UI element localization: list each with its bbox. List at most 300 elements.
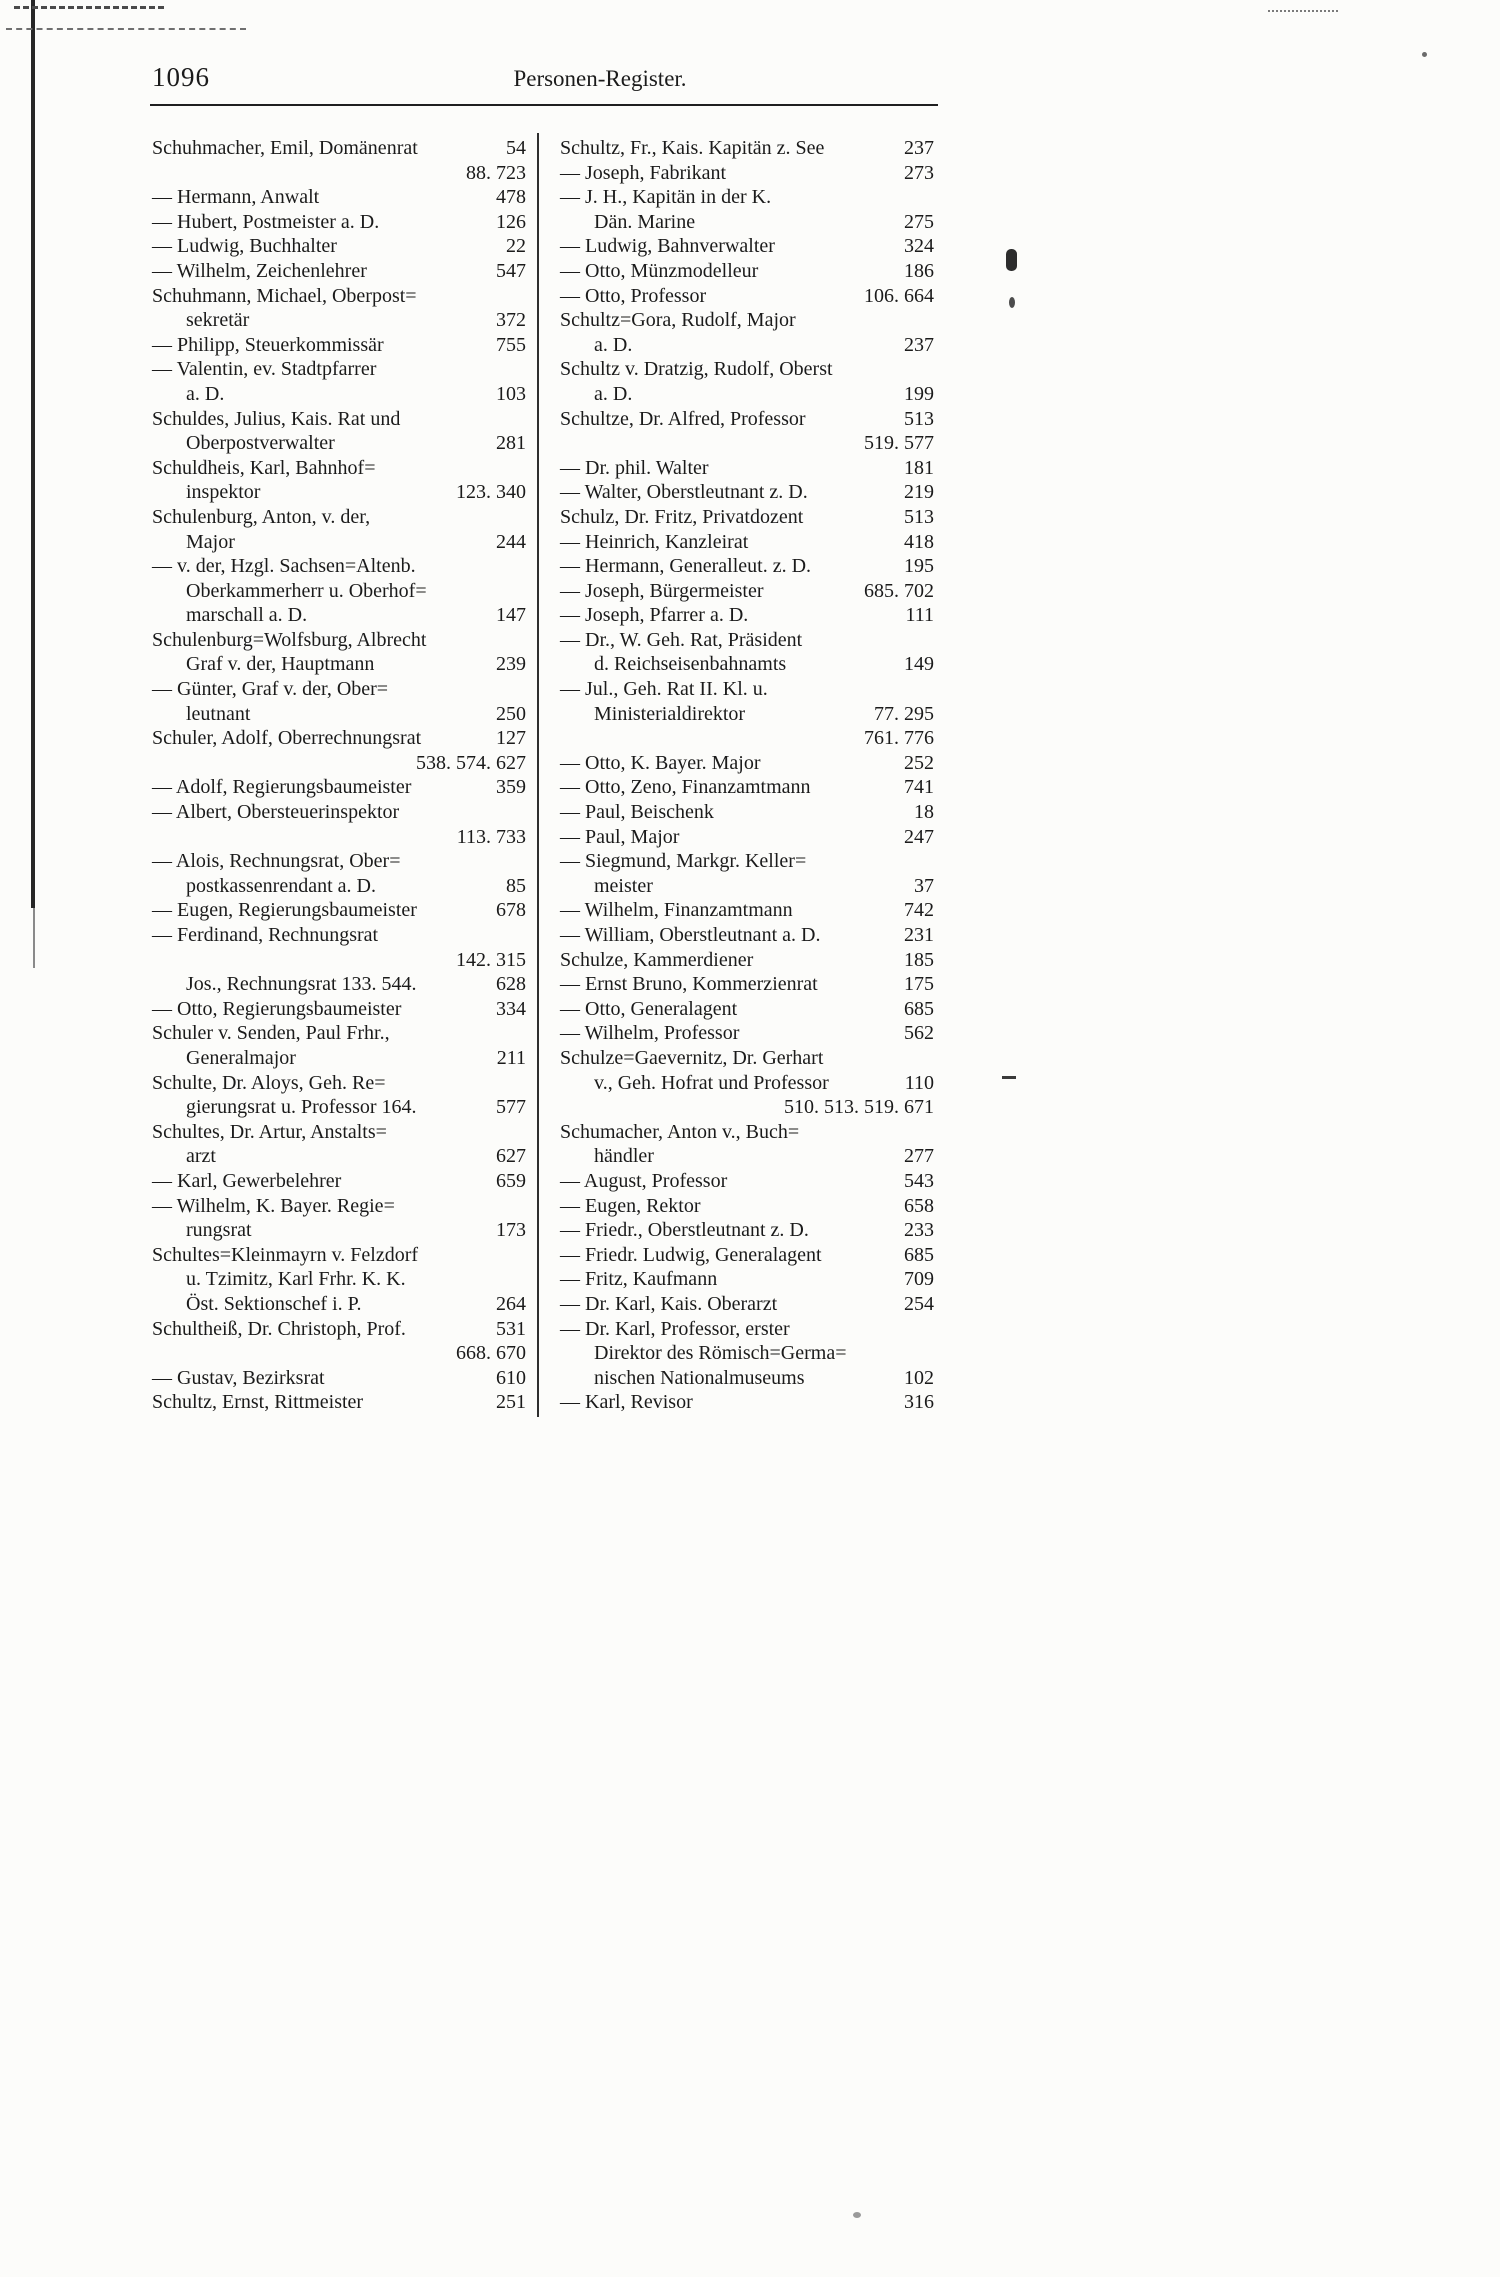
- entry-page-number: 519. 577: [864, 432, 934, 455]
- index-entry-line: [560, 308, 934, 333]
- entry-text: — Ernst Bruno, Kommerzienrat: [560, 973, 818, 996]
- index-entry-line: [152, 751, 526, 776]
- entry-page-number: 685: [904, 1243, 934, 1266]
- entry-page-number: 577: [496, 1096, 526, 1119]
- entry-page-number: 741: [904, 776, 934, 799]
- index-entry-line: [152, 948, 526, 973]
- entry-text: — Albert, Obersteuerinspektor: [152, 801, 400, 824]
- index-entry-line: [152, 333, 526, 358]
- entry-text: — Paul, Beischenk: [560, 801, 714, 824]
- index-entry-line: [560, 1021, 934, 1046]
- entry-page-number: [926, 1120, 934, 1145]
- entry-page-number: 372: [496, 309, 526, 332]
- entry-page-number: 513: [904, 505, 934, 528]
- scan-artifact-spot: [1422, 52, 1427, 57]
- entry-page-number: 562: [904, 1022, 934, 1045]
- index-entry-line: [560, 1194, 934, 1219]
- entry-text: — Hermann, Generalleut. z. D.: [560, 555, 812, 578]
- entry-page-number: [926, 628, 934, 653]
- entry-page-number: 111: [905, 604, 934, 627]
- index-entry-line: [560, 1317, 934, 1342]
- index-entry-line: [152, 898, 526, 923]
- entry-text: Schuldheis, Karl, Bahnhof=: [152, 456, 376, 479]
- entry-text: — Eugen, Regierungsbaumeister: [152, 899, 417, 922]
- entry-page-number: 106. 664: [864, 284, 934, 307]
- entry-page-number: 678: [496, 899, 526, 922]
- entry-text: Schulze, Kammerdiener: [560, 948, 754, 971]
- entry-page-number: 659: [496, 1169, 526, 1192]
- entry-page-number: 77. 295: [874, 702, 934, 725]
- index-entry-line: [152, 997, 526, 1022]
- index-entry-line: [152, 652, 526, 677]
- entry-page-number: 147: [496, 604, 526, 627]
- index-entry-line: [152, 554, 526, 579]
- index-entry-line: [152, 603, 526, 628]
- entry-page-number: [518, 628, 526, 653]
- entry-page-number: 685. 702: [864, 579, 934, 602]
- entry-text: Direktor des Römisch=Germa=: [594, 1342, 847, 1365]
- entry-page-number: 195: [904, 555, 934, 578]
- entry-text: u. Tzimitz, Karl Frhr. K. K.: [186, 1268, 406, 1291]
- entry-text: — Siegmund, Markgr. Keller=: [560, 850, 807, 873]
- index-entry-line: [560, 579, 934, 604]
- entry-page-number: 231: [904, 924, 934, 946]
- entry-page-number: 510. 513. 519. 671: [784, 1096, 934, 1119]
- entry-text: — Otto, Professor: [560, 284, 707, 307]
- index-entry-line: [152, 1317, 526, 1342]
- entry-text: — Dr., W. Geh. Rat, Präsident: [560, 628, 803, 651]
- entry-page-number: 247: [904, 825, 934, 848]
- index-entry-line: [152, 1292, 526, 1317]
- index-entry-line: [560, 234, 934, 259]
- entry-text: — Joseph, Bürgermeister: [560, 579, 764, 602]
- entry-text: sekretär: [186, 309, 250, 332]
- entry-text: Schuldes, Julius, Kais. Rat und: [152, 407, 401, 430]
- entry-page-number: [518, 554, 526, 579]
- entry-page-number: 54: [506, 137, 526, 159]
- index-entry-line: [152, 628, 526, 653]
- entry-text: meister: [594, 874, 653, 897]
- entry-page-number: [518, 505, 526, 530]
- index-entry-line: [152, 1243, 526, 1268]
- index-entry-line: [560, 530, 934, 555]
- entry-page-number: 85: [506, 874, 526, 897]
- scan-artifact-dots: [1268, 10, 1338, 12]
- entry-text: — Joseph, Pfarrer a. D.: [560, 604, 749, 627]
- entry-page-number: 334: [496, 997, 526, 1020]
- index-entry-line: [560, 702, 934, 727]
- entry-text: — Wilhelm, K. Bayer. Regie=: [152, 1194, 395, 1217]
- entry-text: a. D.: [594, 382, 633, 405]
- scan-artifact-left-edge: [33, 908, 35, 968]
- index-entry-line: [560, 1341, 934, 1366]
- index-entry-line: [560, 1046, 934, 1071]
- entry-page-number: 127: [496, 727, 526, 750]
- entry-page-number: 275: [904, 210, 934, 233]
- entry-text: Schuhmacher, Emil, Domänenrat: [152, 137, 418, 159]
- entry-text: Schultz=Gora, Rudolf, Major: [560, 309, 796, 332]
- index-entry-line: [560, 382, 934, 407]
- entry-page-number: 254: [904, 1292, 934, 1315]
- entry-text: — v. der, Hzgl. Sachsen=Altenb.: [152, 555, 416, 578]
- entry-page-number: 543: [904, 1169, 934, 1192]
- entry-page-number: 264: [496, 1292, 526, 1315]
- entry-text: leutnant: [186, 702, 251, 725]
- scan-artifact-dashed-line: [6, 28, 246, 30]
- entry-page-number: 755: [496, 333, 526, 356]
- index-entry-line: [152, 923, 526, 948]
- index-entry-line: [152, 1390, 526, 1415]
- entry-page-number: 173: [496, 1219, 526, 1242]
- index-entry-line: [152, 382, 526, 407]
- index-entry-line: [152, 431, 526, 456]
- entry-text: — Adolf, Regierungsbaumeister: [152, 776, 412, 799]
- index-entry-line: [560, 874, 934, 899]
- entry-text: — William, Oberstleutnant a. D.: [560, 924, 821, 946]
- index-entry-line: [560, 407, 934, 432]
- entry-page-number: [518, 357, 526, 382]
- index-entry-line: [560, 628, 934, 653]
- entry-page-number: [926, 1317, 934, 1342]
- index-entry-line: [560, 1218, 934, 1243]
- index-entry-line: [560, 603, 934, 628]
- index-entry-line: [560, 431, 934, 456]
- entry-page-number: 538. 574. 627: [416, 751, 526, 774]
- entry-page-number: 418: [904, 530, 934, 553]
- entry-text: Schultheiß, Dr. Christoph, Prof.: [152, 1317, 406, 1340]
- index-entry-line: [560, 1243, 934, 1268]
- entry-text: v., Geh. Hofrat und Professor: [594, 1071, 829, 1094]
- index-entry-line: [560, 800, 934, 825]
- entry-page-number: [518, 1120, 526, 1145]
- index-entry-line: [560, 972, 934, 997]
- entry-text: — Eugen, Rektor: [560, 1194, 701, 1217]
- entry-page-number: [518, 849, 526, 874]
- index-entry-line: [152, 1169, 526, 1194]
- entry-text: — Friedr., Oberstleutnant z. D.: [560, 1219, 809, 1242]
- entry-text: — August, Professor: [560, 1169, 728, 1192]
- entry-text: — Friedr. Ludwig, Generalagent: [560, 1243, 822, 1266]
- entry-page-number: [926, 1341, 934, 1366]
- entry-text: — Heinrich, Kanzleirat: [560, 530, 749, 553]
- index-entry-line: [152, 874, 526, 899]
- entry-text: inspektor: [186, 481, 261, 504]
- index-entry-line: [560, 1366, 934, 1391]
- index-entry-line: [152, 259, 526, 284]
- entry-text: Oberkammerherr u. Oberhof=: [186, 579, 427, 602]
- entry-text: händler: [594, 1145, 654, 1168]
- entry-text: — Otto, Generalagent: [560, 997, 738, 1020]
- entry-page-number: 761. 776: [864, 727, 934, 750]
- index-entry-line: [152, 800, 526, 825]
- entry-page-number: 186: [904, 259, 934, 282]
- index-entry-line: [560, 185, 934, 210]
- entry-page-number: 185: [904, 948, 934, 971]
- entry-page-number: 233: [904, 1219, 934, 1242]
- entry-page-number: 628: [496, 973, 526, 996]
- index-entry-line: [152, 579, 526, 604]
- entry-text: — Walter, Oberstleutnant z. D.: [560, 481, 808, 504]
- entry-page-number: [518, 1243, 526, 1268]
- entry-page-number: [518, 1194, 526, 1219]
- column-divider: [537, 133, 539, 1417]
- index-entry-line: [152, 210, 526, 235]
- entry-page-number: 199: [904, 382, 934, 405]
- entry-page-number: [518, 284, 526, 309]
- entry-page-number: 88. 723: [466, 161, 526, 184]
- entry-page-number: [926, 849, 934, 874]
- entry-page-number: 252: [904, 751, 934, 774]
- entry-text: marschall a. D.: [186, 604, 308, 627]
- entry-page-number: 277: [904, 1145, 934, 1168]
- index-entry-line: [560, 505, 934, 530]
- index-column-left: [152, 136, 526, 1415]
- scan-artifact-left-edge: [31, 0, 35, 908]
- entry-text: — Hermann, Anwalt: [152, 186, 320, 209]
- index-entry-line: [152, 234, 526, 259]
- index-entry-line: [560, 1144, 934, 1169]
- entry-page-number: 22: [506, 235, 526, 258]
- index-entry-line: [152, 357, 526, 382]
- index-entry-line: [152, 1144, 526, 1169]
- entry-text: Graf v. der, Hauptmann: [186, 653, 375, 676]
- entry-text: — Paul, Major: [560, 825, 680, 848]
- entry-page-number: 237: [904, 137, 934, 159]
- entry-text: Schulenburg, Anton, v. der,: [152, 505, 371, 528]
- scan-artifact-spot: [1006, 249, 1017, 271]
- entry-text: Schulenburg=Wolfsburg, Albrecht: [152, 628, 427, 651]
- index-entry-line: [560, 948, 934, 973]
- index-entry-line: [152, 1218, 526, 1243]
- index-entry-line: [560, 898, 934, 923]
- entry-page-number: 149: [904, 653, 934, 676]
- index-entry-line: [152, 1341, 526, 1366]
- entry-text: — Karl, Gewerbelehrer: [152, 1169, 342, 1192]
- entry-text: — Hubert, Postmeister a. D.: [152, 210, 380, 233]
- entry-page-number: 478: [496, 186, 526, 209]
- entry-text: Schumacher, Anton v., Buch=: [560, 1120, 800, 1143]
- index-entry-line: [560, 1267, 934, 1292]
- entry-page-number: [926, 185, 934, 210]
- entry-text: — Jul., Geh. Rat II. Kl. u.: [560, 678, 768, 701]
- entry-text: — Günter, Graf v. der, Ober=: [152, 678, 389, 701]
- entry-page-number: [926, 357, 934, 382]
- index-entry-line: [152, 726, 526, 751]
- entry-text: Schultz v. Dratzig, Rudolf, Oberst: [560, 358, 833, 381]
- index-entry-line: [560, 1390, 934, 1415]
- entry-page-number: 531: [496, 1317, 526, 1340]
- index-entry-line: [152, 407, 526, 432]
- index-entry-line: [152, 1194, 526, 1219]
- index-entry-line: [560, 726, 934, 751]
- entry-page-number: 175: [904, 973, 934, 996]
- index-entry-line: [560, 259, 934, 284]
- index-entry-line: [560, 210, 934, 235]
- index-column-right: [560, 136, 934, 1415]
- entry-text: — Otto, Regierungsbaumeister: [152, 997, 402, 1020]
- entry-page-number: 281: [496, 432, 526, 455]
- entry-page-number: 513: [904, 407, 934, 430]
- entry-text: Schulz, Dr. Fritz, Privatdozent: [560, 505, 804, 528]
- entry-text: — Wilhelm, Zeichenlehrer: [152, 259, 367, 282]
- entry-page-number: [926, 677, 934, 702]
- entry-page-number: 181: [904, 456, 934, 479]
- index-entry-line: [152, 505, 526, 530]
- index-entry-line: [560, 1169, 934, 1194]
- index-entry-line: [152, 480, 526, 505]
- entry-text: — Fritz, Kaufmann: [560, 1268, 718, 1291]
- entry-page-number: 110: [904, 1071, 934, 1094]
- entry-text: — Ferdinand, Rechnungsrat: [152, 924, 379, 946]
- index-entry-line: [152, 1071, 526, 1096]
- entry-page-number: [518, 407, 526, 432]
- index-entry-line: [152, 308, 526, 333]
- entry-text: rungsrat: [186, 1219, 252, 1242]
- entry-text: — Otto, Zeno, Finanzamtmann: [560, 776, 811, 799]
- index-entry-line: [152, 136, 526, 161]
- entry-page-number: 610: [496, 1366, 526, 1389]
- entry-text: Ministerialdirektor: [594, 702, 746, 725]
- entry-text: — Gustav, Bezirksrat: [152, 1366, 325, 1389]
- entry-text: Schulze=Gaevernitz, Dr. Gerhart: [560, 1046, 824, 1069]
- entry-page-number: [518, 923, 526, 948]
- entry-text: arzt: [186, 1145, 216, 1168]
- index-entry-line: [560, 997, 934, 1022]
- index-entry-line: [560, 284, 934, 309]
- entry-text: Jos., Rechnungsrat 133. 544.: [186, 973, 417, 996]
- entry-text: Generalmajor: [186, 1046, 296, 1069]
- entry-page-number: 359: [496, 776, 526, 799]
- index-entry-line: [152, 702, 526, 727]
- entry-page-number: 126: [496, 210, 526, 233]
- entry-text: Major: [186, 530, 235, 553]
- entry-page-number: [518, 456, 526, 481]
- index-entry-line: [560, 775, 934, 800]
- entry-text: postkassenrendant a. D.: [186, 874, 376, 897]
- entry-text: — Ludwig, Buchhalter: [152, 235, 337, 258]
- index-entry-line: [560, 652, 934, 677]
- index-entry-line: [560, 1071, 934, 1096]
- entry-text: — Wilhelm, Professor: [560, 1022, 740, 1045]
- entry-page-number: 742: [904, 899, 934, 922]
- entry-page-number: 103: [496, 382, 526, 405]
- entry-page-number: 142. 315: [456, 948, 526, 971]
- index-entry-line: [560, 825, 934, 850]
- entry-page-number: 211: [496, 1046, 526, 1069]
- entry-text: — Dr. Karl, Kais. Oberarzt: [560, 1292, 778, 1315]
- entry-text: Schultz, Fr., Kais. Kapitän z. See: [560, 137, 825, 159]
- entry-text: — Wilhelm, Finanzamtmann: [560, 899, 793, 922]
- entry-text: — Otto, K. Bayer. Major: [560, 751, 761, 774]
- entry-page-number: 219: [904, 481, 934, 504]
- index-entry-line: [560, 136, 934, 161]
- index-entry-line: [560, 1292, 934, 1317]
- entry-page-number: 324: [904, 235, 934, 258]
- entry-text: — Joseph, Fabrikant: [560, 161, 727, 184]
- index-entry-line: [152, 825, 526, 850]
- entry-text: nischen Nationalmuseums: [594, 1366, 805, 1389]
- entry-page-number: 102: [904, 1366, 934, 1389]
- index-entry-line: [152, 1046, 526, 1071]
- index-entry-line: [152, 775, 526, 800]
- entry-page-number: 251: [496, 1391, 526, 1414]
- entry-page-number: 239: [496, 653, 526, 676]
- index-entry-line: [152, 161, 526, 186]
- entry-text: — Valentin, ev. Stadtpfarrer: [152, 358, 377, 381]
- header-rule: [150, 104, 938, 106]
- scan-artifact-dashed-line: [14, 6, 164, 9]
- entry-text: a. D.: [186, 382, 225, 405]
- index-entry-line: [560, 456, 934, 481]
- index-entry-line: [152, 185, 526, 210]
- entry-text: — Ludwig, Bahnverwalter: [560, 235, 775, 258]
- index-entry-line: [560, 333, 934, 358]
- scan-artifact-spot: [1009, 297, 1015, 308]
- entry-page-number: [518, 677, 526, 702]
- entry-page-number: [518, 1021, 526, 1046]
- entry-page-number: 237: [904, 333, 934, 356]
- entry-page-number: 18: [914, 801, 934, 824]
- entry-text: a. D.: [594, 333, 633, 356]
- entry-text: d. Reichseisenbahnamts: [594, 653, 787, 676]
- entry-text: Schulte, Dr. Aloys, Geh. Re=: [152, 1071, 386, 1094]
- page-title: Personen-Register.: [513, 66, 687, 91]
- index-entry-line: [152, 1021, 526, 1046]
- entry-page-number: 709: [904, 1268, 934, 1291]
- entry-page-number: 685: [904, 997, 934, 1020]
- entry-text: — Alois, Rechnungsrat, Ober=: [152, 850, 401, 873]
- index-entry-line: [560, 480, 934, 505]
- entry-text: — Dr. Karl, Professor, erster: [560, 1317, 790, 1340]
- entry-text: Schuler v. Senden, Paul Frhr.,: [152, 1022, 390, 1045]
- entry-page-number: [518, 1071, 526, 1096]
- index-entry-line: [560, 1120, 934, 1145]
- entry-text: — Philipp, Steuerkommissär: [152, 333, 384, 356]
- entry-text: Schuhmann, Michael, Oberpost=: [152, 284, 417, 307]
- index-entry-line: [152, 284, 526, 309]
- index-entry-line: [152, 456, 526, 481]
- entry-page-number: 658: [904, 1194, 934, 1217]
- entry-text: — Karl, Revisor: [560, 1391, 693, 1414]
- index-entry-line: [560, 161, 934, 186]
- entry-text: Schuler, Adolf, Oberrechnungsrat: [152, 727, 422, 750]
- entry-page-number: 316: [904, 1391, 934, 1414]
- entry-text: Oberpostverwalter: [186, 432, 335, 455]
- index-entry-line: [152, 530, 526, 555]
- entry-page-number: [518, 800, 526, 825]
- index-entry-line: [560, 923, 934, 948]
- index-entry-line: [560, 751, 934, 776]
- entry-text: Schultze, Dr. Alfred, Professor: [560, 407, 806, 430]
- entry-text: Schultes=Kleinmayrn v. Felzdorf: [152, 1243, 419, 1266]
- index-entry-line: [152, 972, 526, 997]
- entry-page-number: [518, 579, 526, 604]
- entry-page-number: 273: [904, 161, 934, 184]
- entry-page-number: [926, 1046, 934, 1071]
- entry-text: — J. H., Kapitän in der K.: [560, 186, 772, 209]
- entry-page-number: [518, 1267, 526, 1292]
- entry-text: gierungsrat u. Professor 164.: [186, 1096, 417, 1119]
- index-entry-line: [560, 849, 934, 874]
- entry-page-number: 668. 670: [456, 1342, 526, 1365]
- entry-page-number: 250: [496, 702, 526, 725]
- entry-page-number: 113. 733: [456, 825, 526, 848]
- index-entry-line: [152, 849, 526, 874]
- entry-text: Öst. Sektionschef i. P.: [186, 1292, 362, 1315]
- entry-page-number: [926, 308, 934, 333]
- entry-text: Schultz, Ernst, Rittmeister: [152, 1391, 364, 1414]
- index-entry-line: [560, 1095, 934, 1120]
